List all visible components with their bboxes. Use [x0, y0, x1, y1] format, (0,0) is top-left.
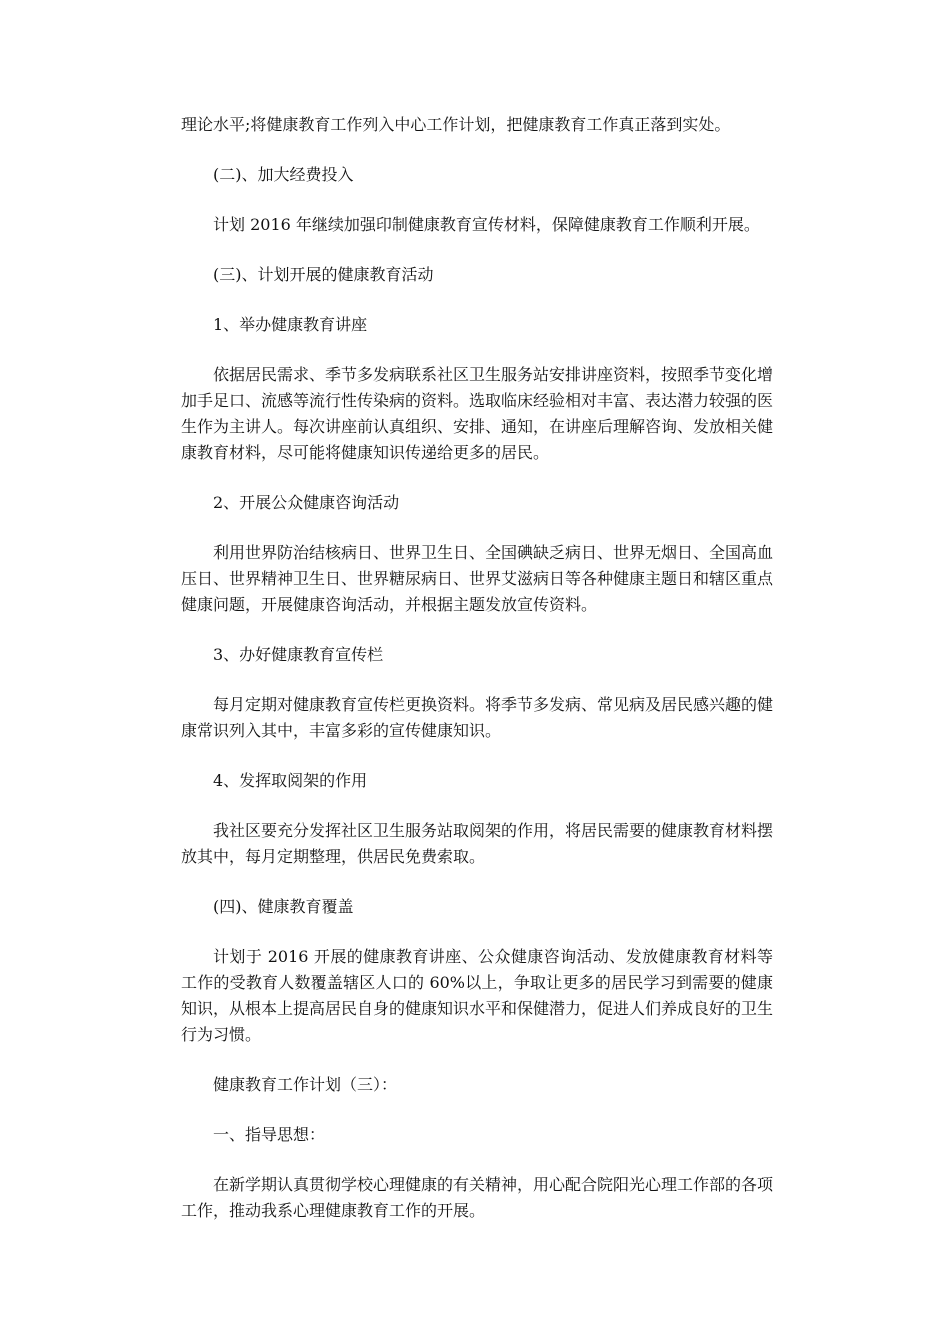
plan-title-three: 健康教育工作计划（三）：	[213, 1075, 398, 1094]
paragraph-bulletin-board: 每月定期对健康教育宣传栏更换资料。将季节多发病、常见病及居民感兴趣的健康常识列入其中，丰富多彩的宣传健康知识。	[181, 695, 774, 740]
section-heading-activities: (三)、计划开展的健康教育活动	[213, 265, 434, 284]
paragraph-lectures: 依据居民需求、季节多发病联系社区卫生服务站安排讲座资料，按照季节变化增加手足口、流感等流行性传染病的资料。选取临床经验相对丰富、表达潜力较强的医生作为主讲人。每次讲座前认真组织、安排、通知，在讲座后理解咨询、发放相关健康教育材料，尽可能将健康知识传递给更多的居民。	[181, 365, 774, 462]
paragraph-rack: 我社区要充分发挥社区卫生服务站取阅架的作用，将居民需要的健康教育材料摆放其中，每月定期整理，供居民免费索取。	[181, 821, 774, 866]
paragraph-funding: 计划 2016 年继续加强印制健康教育宣传材料，保障健康教育工作顺利开展。	[213, 215, 760, 234]
section-heading-funding: (二)、加大经费投入	[213, 165, 354, 184]
paragraph-coverage: 计划于 2016 开展的健康教育讲座、公众健康咨询活动、发放健康教育材料等工作的受教育人数覆盖辖区人口的 60%以上，争取让更多的居民学习到需要的健康知识，从根本上提高居民自身的健康知识水平和保健潜力，促进人们养成良好的卫生行为习惯。	[181, 947, 774, 1044]
item-heading-consultation: 2、开展公众健康咨询活动	[213, 493, 400, 512]
section-heading-guiding-thought: 一、指导思想：	[213, 1125, 326, 1144]
item-heading-lectures: 1、举办健康教育讲座	[213, 315, 368, 334]
item-heading-bulletin-board: 3、办好健康教育宣传栏	[213, 645, 384, 664]
paragraph-theory-level: 理论水平;将健康教育工作列入中心工作计划，把健康教育工作真正落到实处。	[181, 115, 731, 134]
document-body	[181, 112, 773, 1248]
section-heading-coverage: (四)、健康教育覆盖	[213, 897, 354, 916]
paragraph-guiding-thought: 在新学期认真贯彻学校心理健康的有关精神，用心配合院阳光心理工作部的各项工作，推动我系心理健康教育工作的开展。	[181, 1175, 774, 1220]
paragraph-consultation: 利用世界防治结核病日、世界卫生日、全国碘缺乏病日、世界无烟日、全国高血压日、世界精神卫生日、世界糖尿病日、世界艾滋病日等各种健康主题日和辖区重点健康问题，开展健康咨询活动，并根据主题发放宣传资料。	[181, 543, 774, 614]
item-heading-rack: 4、发挥取阅架的作用	[213, 771, 368, 790]
